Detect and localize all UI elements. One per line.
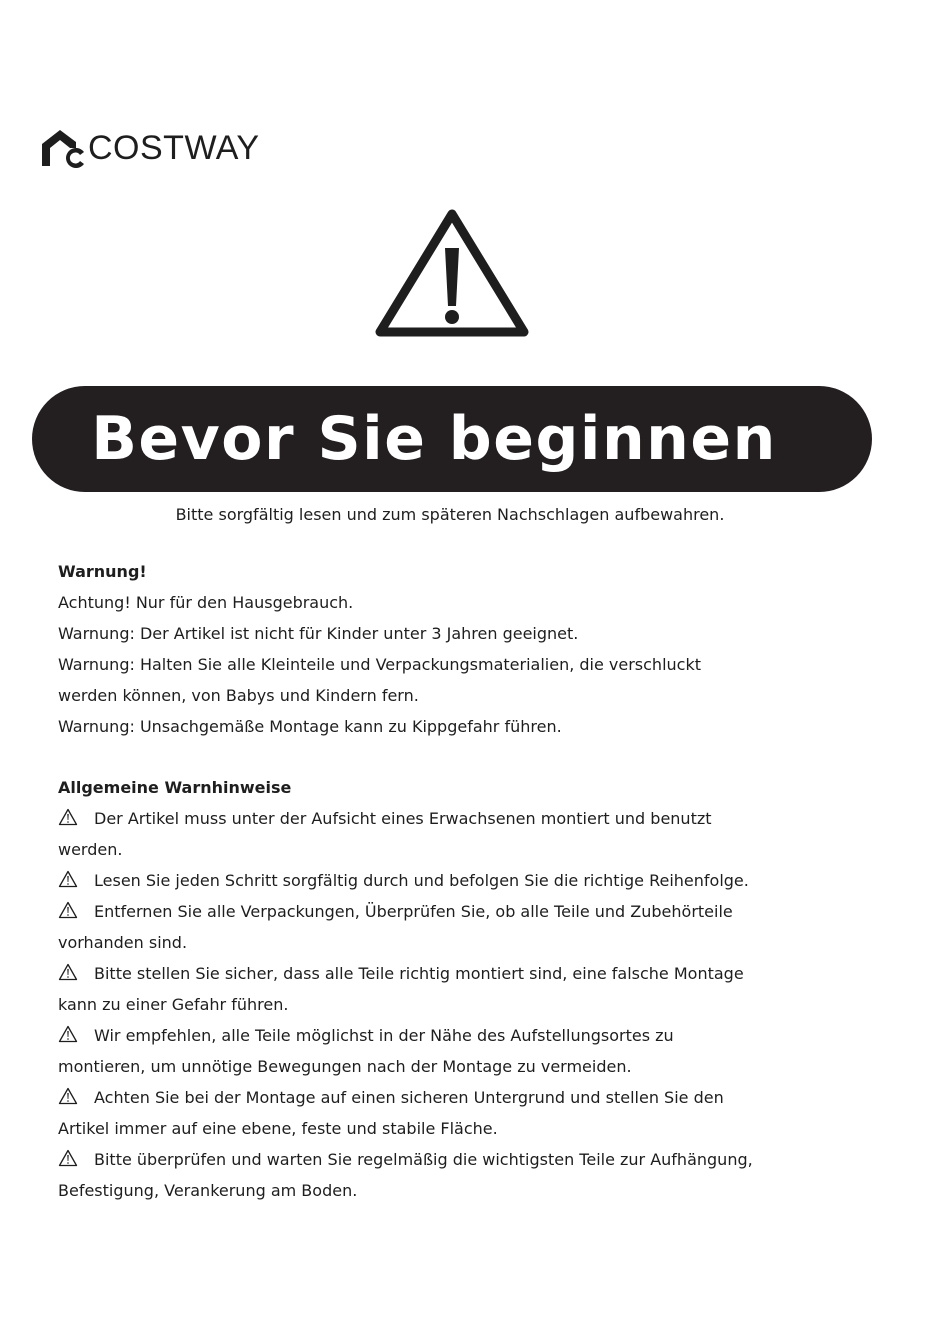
general-warning-item: [58, 896, 858, 927]
warning-line: Achtung! Nur für den Hausgebrauch.: [58, 593, 354, 612]
warning-icon: [58, 867, 78, 898]
general-warning-item: [58, 958, 858, 989]
general-warning-item: [58, 803, 858, 834]
page-title: Bevor Sie beginnen: [91, 404, 777, 474]
warning-heading: Warnung!: [58, 562, 147, 581]
general-warning-item: [58, 1082, 858, 1113]
house-logo-icon: [40, 128, 86, 168]
general-warning-text: Der Artikel muss unter der Aufsicht eines Erwachsenen montiert und benutzt: [94, 809, 712, 828]
warning-icon: [58, 1022, 78, 1053]
warning-line: werden können, von Babys und Kindern fern.: [58, 686, 419, 705]
general-warning-text: Achten Sie bei der Montage auf einen sicheren Untergrund und stellen Sie den: [94, 1088, 724, 1107]
subtitle: Bitte sorgfältig lesen und zum späteren Nachschlagen aufbewahren.: [175, 505, 725, 524]
general-warning-continuation: vorhanden sind.: [58, 933, 188, 952]
general-warning-item: [58, 865, 858, 896]
general-warning-continuation: montieren, um unnötige Bewegungen nach der Montage zu vermeiden.: [58, 1057, 632, 1076]
general-warning-item: [58, 1020, 858, 1051]
general-warning-text: Lesen Sie jeden Schritt sorgfältig durch und befolgen Sie die richtige Reihenfolge.: [94, 871, 749, 890]
warning-line: Warnung: Der Artikel ist nicht für Kinder unter 3 Jahren geeignet.: [58, 624, 579, 643]
warning-triangle-icon: [374, 208, 530, 342]
warning-icon: [58, 1146, 78, 1177]
logo-text: COSTWAY: [88, 129, 260, 167]
general-warning-continuation: werden.: [58, 840, 123, 859]
general-warning-continuation: Befestigung, Verankerung am Boden.: [58, 1181, 358, 1200]
general-warning-text: Bitte überprüfen und warten Sie regelmäßig die wichtigsten Teile zur Aufhängung,: [94, 1150, 753, 1169]
general-warnings-heading: Allgemeine Warnhinweise: [58, 778, 292, 797]
general-warning-item: [58, 1144, 858, 1175]
warning-line: Warnung: Unsachgemäße Montage kann zu Kippgefahr führen.: [58, 717, 562, 736]
warning-icon: [58, 960, 78, 991]
general-warning-text: Bitte stellen Sie sicher, dass alle Teile richtig montiert sind, eine falsche Montage: [94, 964, 744, 983]
section-gap: [58, 742, 858, 772]
general-warning-continuation: Artikel immer auf eine ebene, feste und stabile Fläche.: [58, 1119, 498, 1138]
warning-line: Warnung: Halten Sie alle Kleinteile und Verpackungsmaterialien, die verschluckt: [58, 655, 701, 674]
title-banner: [32, 386, 872, 492]
warning-icon: [58, 1084, 78, 1115]
warning-icon: [58, 898, 78, 929]
general-warning-continuation: kann zu einer Gefahr führen.: [58, 995, 289, 1014]
document-body: [58, 556, 858, 1206]
costway-logo: [40, 128, 260, 168]
general-warning-text: Entfernen Sie alle Verpackungen, Überprüfen Sie, ob alle Teile und Zubehörteile: [94, 902, 733, 921]
general-warning-text: Wir empfehlen, alle Teile möglichst in der Nähe des Aufstellungsortes zu: [94, 1026, 674, 1045]
warning-icon: [58, 805, 78, 836]
